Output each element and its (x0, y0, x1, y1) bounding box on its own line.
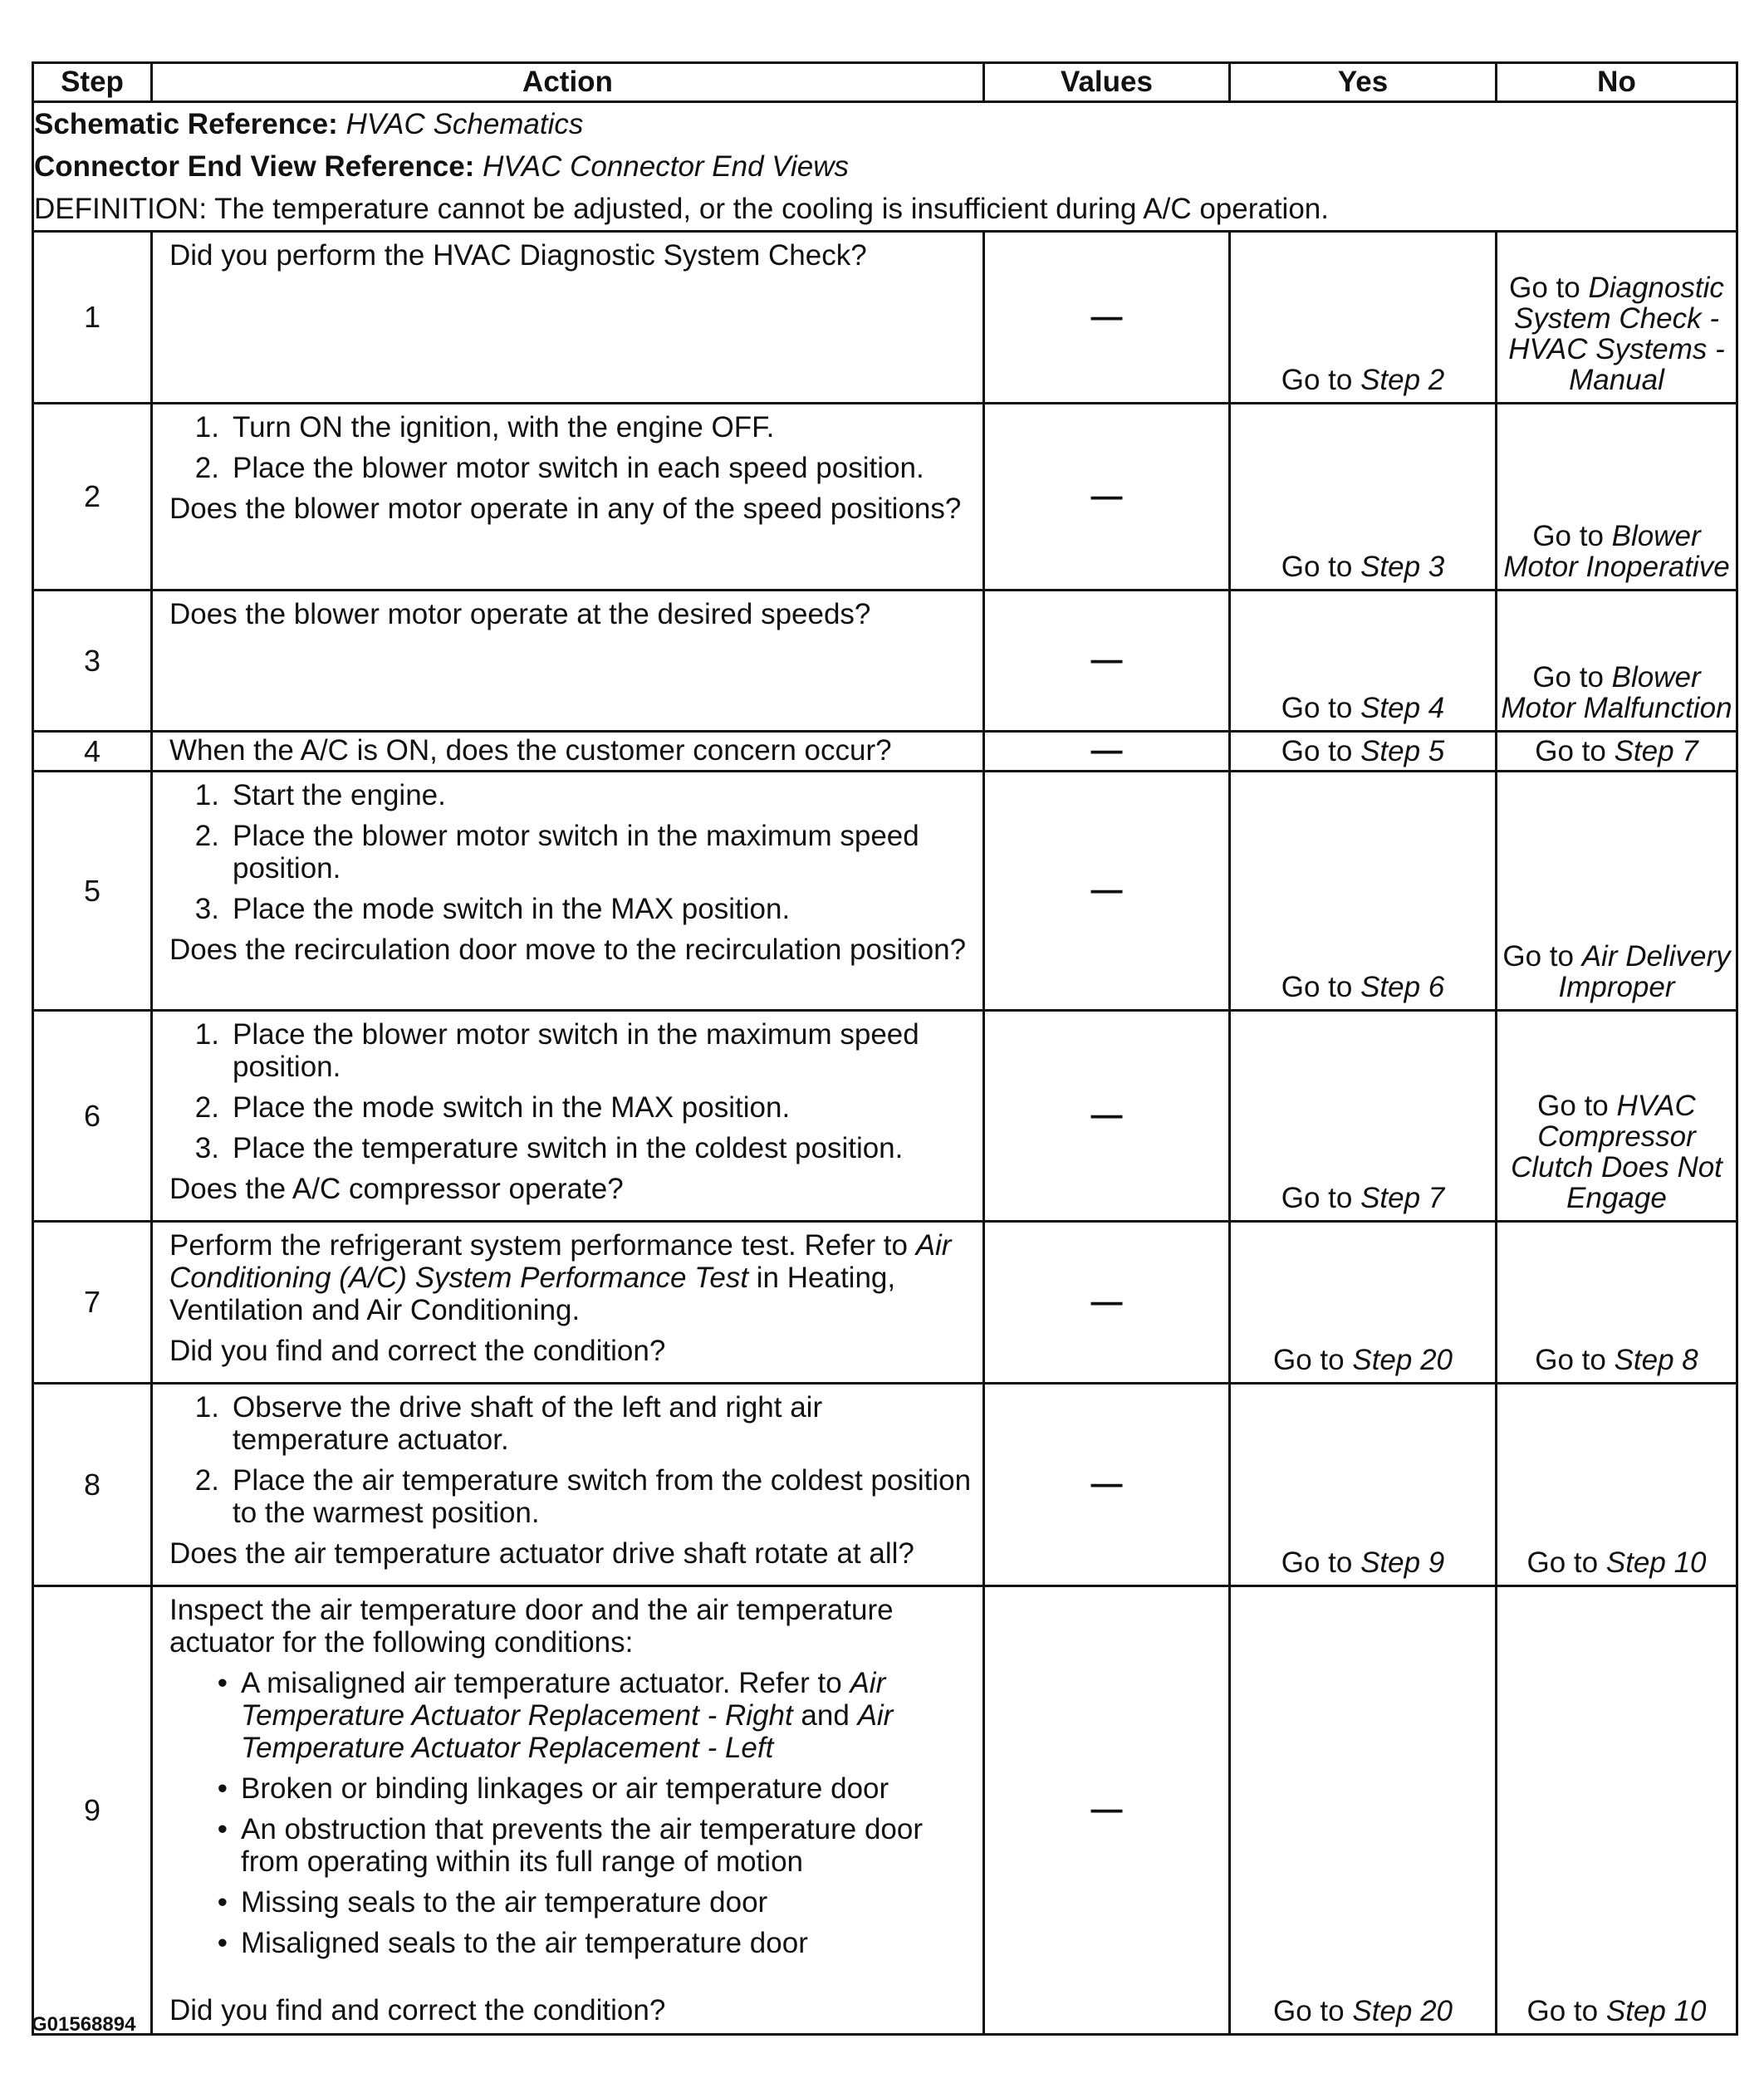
go-to-text: Go to (1281, 551, 1353, 583)
schematic-reference-link[interactable]: HVAC Schematics (345, 108, 584, 140)
values-cell: — (984, 1011, 1230, 1222)
action-cell (152, 1586, 984, 2035)
table-row (33, 1011, 1737, 1222)
action-question: Does the air temperature actuator drive shaft rotate at all? (169, 1537, 914, 1570)
go-to-text: Go to (1281, 971, 1353, 1003)
action-cell (152, 1222, 984, 1384)
no-link[interactable]: HVAC Compressor Clutch Does Not Engage (1511, 1090, 1722, 1214)
table-row (33, 732, 1737, 772)
table-row (33, 404, 1737, 591)
diagnostic-table (32, 61, 1738, 2036)
values-cell: — (984, 404, 1230, 591)
go-to-text: Go to (1535, 735, 1606, 767)
condition-list (169, 1667, 974, 1959)
action-steps (169, 411, 974, 484)
no-cell[interactable] (1497, 591, 1737, 732)
reference-link[interactable]: Air Temperature Actuator Replacement - Left (241, 1699, 894, 1764)
action-question: Does the A/C compressor operate? (169, 1173, 624, 1205)
no-link[interactable]: Blower Motor Malfunction (1501, 661, 1732, 724)
yes-cell[interactable] (1230, 404, 1497, 591)
go-to-text: Go to (1509, 272, 1580, 304)
go-to-text: Go to (1502, 940, 1574, 973)
yes-cell[interactable] (1230, 1011, 1497, 1222)
go-to-text: Go to (1532, 661, 1604, 693)
go-to-text: Go to (1281, 1546, 1353, 1579)
go-to-text: Go to (1273, 1344, 1345, 1376)
schematic-reference-label: Schematic Reference: (34, 108, 338, 140)
yes-cell[interactable] (1230, 732, 1497, 772)
step-number: 7 (33, 1222, 152, 1384)
table-row (33, 772, 1737, 1011)
list-item: 3. Place the temperature switch in the coldest position. (194, 1132, 904, 1164)
yes-link[interactable]: Step 3 (1360, 551, 1445, 583)
go-to-text: Go to (1273, 1995, 1345, 2027)
no-cell[interactable] (1497, 1011, 1737, 1222)
list-item: • An obstruction that prevents the air temperature door from operating within its full range of motion (217, 1813, 924, 1878)
yes-cell[interactable] (1230, 1586, 1497, 2035)
list-item: • Broken or binding linkages or air temperature door (217, 1772, 889, 1805)
yes-link[interactable]: Step 4 (1360, 692, 1445, 724)
go-to-text: Go to (1281, 364, 1353, 396)
go-to-text: Go to (1281, 735, 1353, 767)
no-link[interactable]: Step 7 (1614, 735, 1698, 767)
yes-link[interactable]: Step 2 (1360, 364, 1445, 396)
no-link[interactable]: Step 10 (1605, 1546, 1707, 1579)
header-row (33, 63, 1737, 102)
values-cell: — (984, 1586, 1230, 2035)
action-steps (169, 1391, 974, 1529)
list-item: 1. Start the engine. (194, 779, 446, 811)
values-cell: — (984, 1222, 1230, 1384)
yes-cell[interactable] (1230, 1222, 1497, 1384)
action-cell (152, 404, 984, 591)
action-question: Does the blower motor operate in any of the speed positions? (169, 493, 962, 525)
connector-reference (34, 145, 1736, 188)
values-cell: — (984, 591, 1230, 732)
no-cell[interactable] (1497, 1586, 1737, 2035)
list-item: 2. Place the air temperature switch from the coldest position to the warmest position. (194, 1464, 972, 1529)
yes-cell[interactable] (1230, 232, 1497, 404)
no-link[interactable]: Blower Motor Inoperative (1503, 520, 1730, 583)
step-number: 6 (33, 1011, 152, 1222)
yes-link[interactable]: Step 20 (1352, 1344, 1453, 1376)
list-item: • Misaligned seals to the air temperature door (217, 1927, 808, 1959)
action-cell (152, 1384, 984, 1586)
list-item: 2. Place the blower motor switch in each speed position. (194, 452, 924, 484)
yes-link[interactable]: Step 9 (1360, 1546, 1445, 1579)
yes-cell[interactable] (1230, 1384, 1497, 1586)
action-question: Did you perform the HVAC Diagnostic System Check? (169, 239, 867, 272)
no-cell[interactable] (1497, 772, 1737, 1011)
action-question: When the A/C is ON, does the customer concern occur? (169, 734, 892, 767)
no-link[interactable]: Diagnostic System Check - HVAC Systems - Manual (1508, 272, 1725, 396)
list-item: 3. Place the mode switch in the MAX position. (194, 893, 791, 925)
list-item: 1. Observe the drive shaft of the left and right air temperature actuator. (194, 1391, 823, 1456)
no-link[interactable]: Step 8 (1614, 1344, 1698, 1376)
action-cell (152, 732, 984, 772)
table-row (33, 1384, 1737, 1586)
action-cell (152, 772, 984, 1011)
values-cell: — (984, 732, 1230, 772)
values-cell: — (984, 232, 1230, 404)
table-row (33, 591, 1737, 732)
step-number: 5 (33, 772, 152, 1011)
go-to-text: Go to (1281, 692, 1353, 724)
yes-link[interactable]: Step 7 (1360, 1182, 1445, 1214)
action-cell (152, 232, 984, 404)
no-link[interactable]: Air Delivery Improper (1558, 940, 1731, 1003)
list-item: 2. Place the blower motor switch in the maximum speed position. (194, 820, 919, 885)
step-number: 9 (33, 1586, 152, 2035)
step-number: 2 (33, 404, 152, 591)
reference-row (33, 102, 1737, 232)
yes-link[interactable]: Step 20 (1352, 1995, 1453, 2027)
reference-cell (33, 102, 1737, 232)
no-cell[interactable] (1497, 732, 1737, 772)
yes-link[interactable]: Step 6 (1360, 971, 1445, 1003)
table-row (33, 1222, 1737, 1384)
figure-id: G01568894 (32, 2013, 136, 2036)
go-to-text: Go to (1532, 520, 1604, 552)
yes-link[interactable]: Step 5 (1360, 735, 1445, 767)
connector-reference-label: Connector End View Reference: (34, 150, 475, 183)
go-to-text: Go to (1526, 1995, 1599, 2027)
action-question: Does the blower motor operate at the desired speeds? (169, 598, 871, 630)
table-row (33, 1586, 1737, 2035)
action-question: Did you find and correct the condition? (169, 1335, 666, 1367)
step-number: 4 (33, 732, 152, 772)
table-row (33, 232, 1737, 404)
reference-link[interactable]: Air Conditioning (A/C) System Performance Test (169, 1229, 952, 1294)
action-instruction: Perform the refrigerant system performance test. Refer to Air Conditioning (A/C) System Performance Test in Heating, Ventilation and Air Conditioning. (169, 1229, 952, 1326)
action-steps (169, 779, 974, 925)
schematic-reference (34, 103, 1736, 145)
action-steps (169, 1018, 974, 1164)
step-number: 3 (33, 591, 152, 732)
action-question: Did you find and correct the condition? (169, 1994, 666, 2027)
values-cell: — (984, 772, 1230, 1011)
action-instruction: Inspect the air temperature door and the air temperature actuator for the following conditions: (169, 1594, 894, 1659)
go-to-text: Go to (1526, 1546, 1599, 1579)
list-item: • A misaligned air temperature actuator. Refer to Air Temperature Actuator Replacement - Right and Air Temperature Actuator Replacement - Left (217, 1667, 894, 1764)
values-cell: — (984, 1384, 1230, 1586)
no-cell[interactable] (1497, 1384, 1737, 1586)
action-question: Does the recirculation door move to the recirculation position? (169, 934, 967, 966)
header-values: Values (984, 63, 1230, 102)
go-to-text: Go to (1537, 1090, 1609, 1122)
step-number: 8 (33, 1384, 152, 1586)
list-item: 2. Place the mode switch in the MAX position. (194, 1091, 791, 1124)
no-cell[interactable] (1497, 1222, 1737, 1384)
step-number: 1 (33, 232, 152, 404)
list-item: 1. Place the blower motor switch in the maximum speed position. (194, 1018, 919, 1083)
list-item: • Missing seals to the air temperature door (217, 1886, 768, 1919)
go-to-text: Go to (1535, 1344, 1606, 1376)
header-step: Step (33, 63, 152, 102)
list-item: 1. Turn ON the ignition, with the engine OFF. (194, 411, 775, 444)
yes-cell[interactable] (1230, 591, 1497, 732)
no-cell[interactable] (1497, 232, 1737, 404)
no-link[interactable]: Step 10 (1605, 1995, 1707, 2027)
header-yes: Yes (1230, 63, 1497, 102)
reference-link[interactable]: Air Temperature Actuator Replacement - Right (241, 1667, 886, 1732)
yes-cell[interactable] (1230, 772, 1497, 1011)
action-cell (152, 1011, 984, 1222)
go-to-text: Go to (1281, 1182, 1353, 1214)
no-cell[interactable] (1497, 404, 1737, 591)
action-cell (152, 591, 984, 732)
header-action: Action (152, 63, 984, 102)
header-no: No (1497, 63, 1737, 102)
connector-reference-link[interactable]: HVAC Connector End Views (483, 150, 850, 183)
definition-text: DEFINITION: The temperature cannot be adjusted, or the cooling is insufficient during A/C operation. (34, 193, 1329, 225)
